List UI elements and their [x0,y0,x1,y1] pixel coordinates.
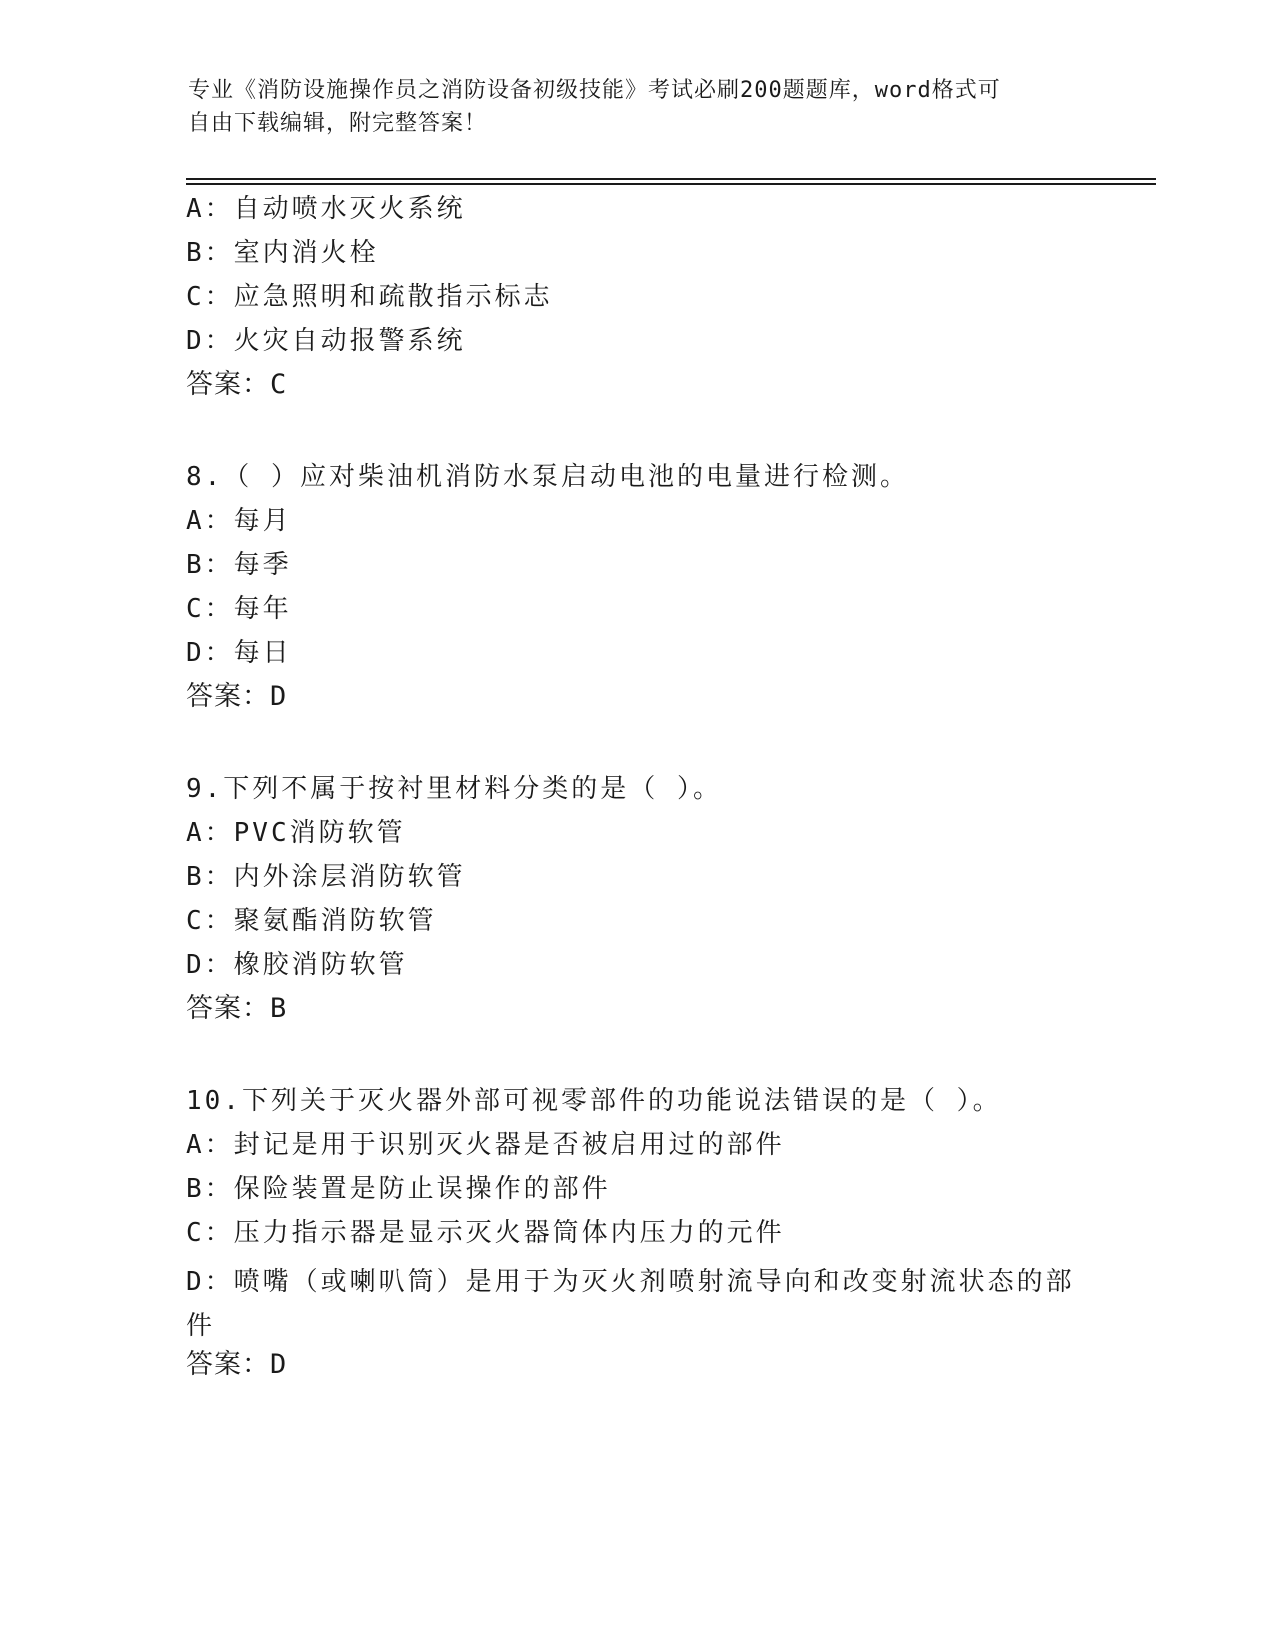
answer-value: C [270,369,288,400]
answer-value: D [270,681,288,712]
answer-value: B [270,993,288,1024]
option-c: C：每年 [186,594,292,624]
option-d: D：喷嘴（或喇叭筒）是用于为灭火剂喷射流导向和改变射流状态的部件 [186,1267,1075,1341]
answer-line [186,992,287,1026]
question-text: 8.（ ）应对柴油机消防水泵启动电池的电量进行检测。 [186,462,909,492]
header-line-2: 自由下载编辑，附完整答案！ [188,111,488,136]
answer-value: D [270,1349,288,1380]
option-b: B：保险装置是防止误操作的部件 [186,1174,611,1204]
option-a: A：每月 [186,506,292,536]
answer-line [186,1348,287,1382]
option-c: C：聚氨酯消防软管 [186,906,437,936]
option-b: B：室内消火栓 [186,238,379,268]
question-text: 9.下列不属于按衬里材料分类的是（ ）。 [186,774,722,804]
header-divider-top [186,178,1156,180]
option-d: D：每日 [186,638,292,668]
answer-line [186,680,287,714]
option-d: D：橡胶消防软管 [186,950,408,980]
answer-label: 答案： [186,681,270,712]
answer-line [186,368,287,402]
option-c: C：压力指示器是显示灭火器筒体内压力的元件 [186,1218,785,1248]
option-a: A：PVC消防软管 [186,818,406,848]
answer-label: 答案： [186,993,270,1024]
answer-label: 答案： [186,369,270,400]
document-header [188,74,1088,140]
option-b: B：每季 [186,550,292,580]
header-divider-bottom [186,183,1156,185]
header-line-1: 专业《消防设施操作员之消防设备初级技能》考试必刷200题题库，word格式可 [188,78,1001,103]
option-d: D：火灾自动报警系统 [186,326,466,356]
option-a: A：封记是用于识别灭火器是否被启用过的部件 [186,1130,785,1160]
answer-label: 答案： [186,1349,270,1380]
question-text: 10.下列关于灭火器外部可视零部件的功能说法错误的是（ ）。 [186,1086,1002,1116]
option-b: B：内外涂层消防软管 [186,862,466,892]
option-a: A：自动喷水灭火系统 [186,194,466,224]
option-c: C：应急照明和疏散指示标志 [186,282,553,312]
